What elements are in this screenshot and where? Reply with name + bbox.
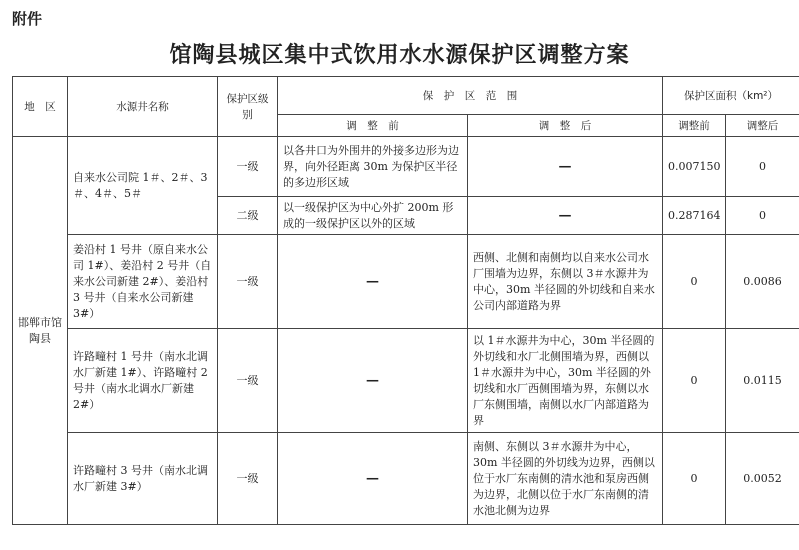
header-source: 水源井名称 xyxy=(68,77,218,137)
header-scope: 保 护 区 范 围 xyxy=(278,77,663,115)
document-title: 馆陶县城区集中式饮用水水源保护区调整方案 xyxy=(169,42,630,68)
scope-after-cell: — xyxy=(468,197,663,235)
level-cell: 一级 xyxy=(218,433,278,525)
level-cell: 一级 xyxy=(218,137,278,197)
protection-zone-table xyxy=(12,76,799,525)
level-cell: 一级 xyxy=(218,235,278,329)
scope-after-cell: 西侧、北侧和南侧均以自来水公司水厂围墙为边界，东侧以 3＃水源井为中心，30m 半径圆的外切线和自来水公司内部道路为界 xyxy=(468,235,663,329)
scope-before-cell: 以一级保护区为中心外扩 200m 形成的一级保护区以外的区域 xyxy=(278,197,468,235)
scope-before-cell: — xyxy=(278,433,468,525)
area-before-cell: 0.007150 xyxy=(663,137,726,197)
header-area-before: 调整前 xyxy=(663,115,726,137)
header-scope-before: 调 整 前 xyxy=(278,115,468,137)
header-scope-after: 调 整 后 xyxy=(468,115,663,137)
area-after-cell: 0 xyxy=(726,137,799,197)
table-row xyxy=(13,329,799,433)
table-row xyxy=(13,235,799,329)
attachment-label: 附件 xyxy=(12,10,43,28)
area-after-cell: 0.0115 xyxy=(726,329,799,433)
area-before-cell: 0 xyxy=(663,433,726,525)
area-before-cell: 0.287164 xyxy=(663,197,726,235)
scope-before-cell: — xyxy=(278,329,468,433)
level-cell: 一级 xyxy=(218,329,278,433)
region-cell: 邯郸市馆陶县 xyxy=(13,137,68,525)
source-name: 许路疃村 3 号井（南水北调水厂新建 3#） xyxy=(68,433,218,525)
table-row xyxy=(13,433,799,525)
area-before-cell: 0 xyxy=(663,235,726,329)
scope-before-cell: — xyxy=(278,235,468,329)
table-row xyxy=(13,137,799,197)
header-area-after: 调整后 xyxy=(726,115,799,137)
area-after-cell: 0 xyxy=(726,197,799,235)
scope-after-cell: 南侧、东侧以 3＃水源井为中心，30m 半径圆的外切线为边界，西侧以位于水厂东南侧的清水池和泵房西侧为边界，北侧以位于水厂东南侧的清水池北侧为边界 xyxy=(468,433,663,525)
level-cell: 二级 xyxy=(218,197,278,235)
area-before-cell: 0 xyxy=(663,329,726,433)
scope-before-cell: 以各井口为外围井的外接多边形为边界，向外径距离 30m 为保护区半径的多边形区域 xyxy=(278,137,468,197)
header-level: 保护区级别 xyxy=(218,77,278,137)
source-name: 许路疃村 1 号井（南水北调水厂新建 1#）、许路疃村 2 号井（南水北调水厂新建 2#） xyxy=(68,329,218,433)
header-area: 保护区面积（km²） xyxy=(663,77,799,115)
source-name: 姜沿村 1 号井（原自来水公司 1#）、姜沿村 2 号井（自来水公司新建 2#）、姜沿村 3 号井（自来水公司新建 3#） xyxy=(68,235,218,329)
scope-after-cell: 以 1＃水源井为中心，30m 半径圆的外切线和水厂北侧围墙为界，西侧以 1＃水源井为中心，30m 半径圆的外切线和水厂西侧围墙为界，东侧以水厂东侧围墙，南侧以水厂内部道路为界 xyxy=(468,329,663,433)
source-name: 自来水公司院 1＃、2＃、3＃、4＃、5＃ xyxy=(68,137,218,235)
area-after-cell: 0.0086 xyxy=(726,235,799,329)
scope-after-cell: — xyxy=(468,137,663,197)
header-region: 地 区 xyxy=(13,77,68,137)
area-after-cell: 0.0052 xyxy=(726,433,799,525)
